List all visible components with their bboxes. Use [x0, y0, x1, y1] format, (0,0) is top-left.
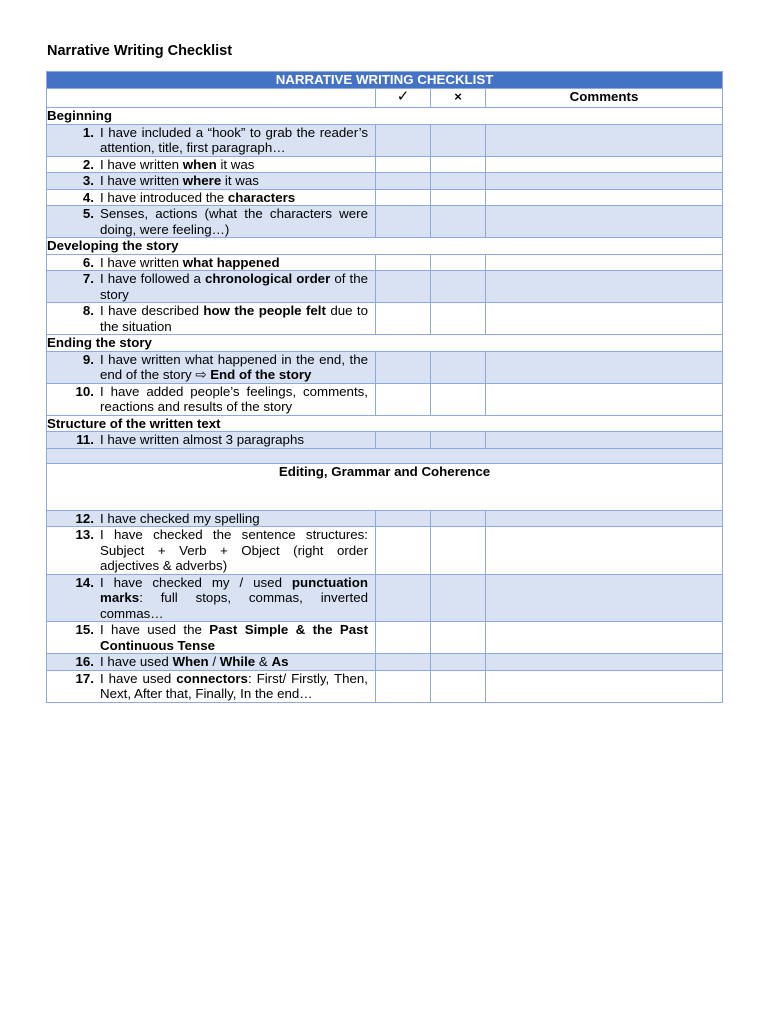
item-text-part: I have checked the sentence structures: Subject + Verb + Object (right order adjectives & adverbs)	[100, 527, 368, 573]
item-number: 12.	[75, 510, 94, 526]
checklist-item-row	[47, 206, 723, 238]
section-header-row	[47, 108, 723, 125]
item-number: 17.	[75, 670, 94, 686]
checklist-item-row	[47, 510, 723, 527]
item-text-part: I have written almost 3 paragraphs	[100, 432, 304, 447]
check-cell[interactable]	[376, 574, 431, 622]
item-text-part: I have written	[100, 156, 183, 172]
checklist-item-description	[47, 383, 376, 415]
check-cell[interactable]	[376, 271, 431, 303]
checklist-item-description	[47, 189, 376, 206]
cross-cell[interactable]	[431, 432, 486, 449]
cross-cell[interactable]	[431, 124, 486, 156]
check-header	[376, 89, 431, 108]
column-header-row	[47, 89, 723, 108]
item-number: 7.	[82, 271, 94, 286]
item-text	[100, 622, 368, 653]
item-number: 8.	[82, 303, 94, 318]
item-text	[100, 527, 368, 574]
checklist-item-row	[47, 271, 723, 303]
checklist-item-row	[47, 432, 723, 449]
item-text-part: I have followed a	[100, 271, 206, 286]
item-text	[100, 432, 368, 448]
cross-cell[interactable]	[431, 173, 486, 190]
comment-cell[interactable]	[486, 156, 723, 173]
item-text-part: I have used	[100, 670, 177, 686]
checklist-item-row	[47, 574, 723, 622]
header-blank	[47, 89, 376, 108]
checklist-item-row	[47, 303, 723, 335]
comment-cell[interactable]	[486, 173, 723, 190]
comment-cell[interactable]	[486, 654, 723, 671]
check-cell[interactable]	[376, 156, 431, 173]
section-header-row	[47, 415, 723, 432]
item-text-part: I have introduced the	[100, 189, 228, 205]
check-icon: ✓	[396, 88, 410, 105]
comment-cell[interactable]	[486, 432, 723, 449]
checklist-item-description	[47, 527, 376, 575]
comment-cell[interactable]	[486, 527, 723, 575]
cross-cell[interactable]	[431, 510, 486, 527]
item-text-part: I have written	[100, 173, 183, 188]
cross-cell[interactable]	[431, 271, 486, 303]
item-text	[100, 190, 368, 206]
section-title: Developing the story	[47, 238, 723, 255]
item-text-bold: connectors	[176, 670, 248, 686]
checklist-item-description	[47, 254, 376, 271]
section-title: Structure of the written text	[47, 415, 723, 432]
cross-cell[interactable]	[431, 156, 486, 173]
check-cell[interactable]	[376, 173, 431, 190]
check-cell[interactable]	[376, 124, 431, 156]
item-text-part: I have added people’s feelings, comments, reactions and results of the story	[100, 383, 368, 414]
cross-icon: ×	[454, 89, 462, 104]
item-text	[100, 303, 368, 334]
item-text-part: I have checked my / used	[100, 574, 292, 590]
checklist-item-row	[47, 124, 723, 156]
check-cell[interactable]	[376, 670, 431, 702]
check-cell[interactable]	[376, 654, 431, 671]
item-text	[100, 173, 368, 189]
item-number: 5.	[82, 206, 94, 221]
comment-cell[interactable]	[486, 124, 723, 156]
checklist-table	[46, 71, 723, 703]
comment-cell[interactable]	[486, 670, 723, 702]
item-text-bold: When	[172, 654, 209, 669]
item-number: 2.	[82, 156, 94, 172]
cross-cell[interactable]	[431, 303, 486, 335]
item-text-part: : full stops, commas, inverted commas…	[100, 590, 368, 621]
item-number: 13.	[75, 527, 94, 542]
cross-cell[interactable]	[431, 654, 486, 671]
checklist-item-row	[47, 670, 723, 702]
item-number: 15.	[75, 622, 94, 637]
item-text	[100, 271, 368, 302]
checklist-item-row	[47, 189, 723, 206]
editing-section-title: Editing, Grammar and Coherence	[47, 463, 723, 510]
item-text-bold: While	[219, 654, 256, 669]
checklist-item-description	[47, 510, 376, 527]
item-text	[100, 575, 368, 622]
item-text	[100, 352, 368, 383]
comment-cell[interactable]	[486, 622, 723, 654]
item-text-part: I have written what happened in the end, the end of the story ⇨	[100, 351, 368, 382]
item-text-part: : First/ Firstly, Then, Next, After that, Finally, In the end…	[100, 670, 368, 701]
item-text-part: I have checked my spelling	[100, 510, 260, 526]
comment-cell[interactable]	[486, 351, 723, 383]
checklist-item-description	[47, 654, 376, 671]
item-number: 10.	[75, 383, 94, 399]
item-number: 6.	[82, 254, 94, 270]
checklist-banner-row	[47, 72, 723, 89]
checklist-item-row	[47, 527, 723, 575]
cross-cell[interactable]	[431, 189, 486, 206]
page-title: Narrative Writing Checklist	[47, 43, 233, 59]
comment-cell[interactable]	[486, 510, 723, 527]
item-text	[100, 125, 368, 156]
item-text-part: I have included a “hook” to grab the reader’s attention, title, first paragraph…	[100, 124, 368, 155]
item-text	[100, 654, 368, 670]
check-cell[interactable]	[376, 383, 431, 415]
checklist-item-description	[47, 173, 376, 190]
checklist-item-description	[47, 206, 376, 238]
checklist-item-description	[47, 670, 376, 702]
cross-cell[interactable]	[431, 574, 486, 622]
check-cell[interactable]	[376, 622, 431, 654]
checklist-item-description	[47, 156, 376, 173]
section-header-row	[47, 335, 723, 352]
item-text-part: I have used the	[100, 622, 210, 637]
check-cell[interactable]	[376, 303, 431, 335]
item-text-bold: what happened	[182, 254, 280, 270]
checklist-item-row	[47, 622, 723, 654]
check-cell[interactable]	[376, 189, 431, 206]
item-number: 4.	[82, 189, 94, 205]
comment-cell[interactable]	[486, 271, 723, 303]
item-text-part: it was	[216, 156, 255, 172]
item-text	[100, 255, 368, 271]
checklist-item-description	[47, 303, 376, 335]
cross-cell[interactable]	[431, 670, 486, 702]
item-text-bold: punctuation marks	[100, 574, 368, 605]
item-text-part: of the story	[100, 271, 368, 302]
item-text-part: it was	[221, 173, 259, 188]
checklist-item-row	[47, 254, 723, 271]
item-text-bold: Past Simple & the Past Continuous Tense	[100, 622, 368, 653]
item-number: 14.	[75, 574, 94, 590]
checklist-item-row	[47, 156, 723, 173]
check-cell[interactable]	[376, 432, 431, 449]
checklist-item-row	[47, 173, 723, 190]
item-text-part: /	[208, 654, 220, 669]
item-text-bold: chronological order	[205, 271, 331, 286]
section-title: Beginning	[47, 108, 723, 125]
checklist-item-description	[47, 622, 376, 654]
item-text-bold: As	[271, 654, 289, 669]
item-text-part: due to the situation	[100, 303, 368, 334]
checklist-body	[47, 108, 723, 703]
checklist-item-description	[47, 432, 376, 449]
cross-cell[interactable]	[431, 351, 486, 383]
checklist-item-row	[47, 383, 723, 415]
cross-cell[interactable]	[431, 254, 486, 271]
comment-cell[interactable]	[486, 303, 723, 335]
item-text-part: I have written	[100, 254, 183, 270]
check-cell[interactable]	[376, 254, 431, 271]
item-text-part: I have described	[100, 303, 204, 318]
checklist-item-row	[47, 654, 723, 671]
editing-section-row	[47, 463, 723, 510]
spacer-cell	[47, 448, 723, 463]
comment-cell[interactable]	[486, 574, 723, 622]
comments-header: Comments	[486, 89, 723, 108]
checklist-item-row	[47, 351, 723, 383]
item-text	[100, 157, 368, 173]
item-text-bold: End of the story	[210, 367, 312, 382]
check-cell[interactable]	[376, 351, 431, 383]
comment-cell[interactable]	[486, 383, 723, 415]
item-number: 9.	[82, 351, 94, 367]
item-text-bold: when	[182, 156, 217, 172]
cross-cell[interactable]	[431, 383, 486, 415]
item-text-part: &	[255, 654, 272, 669]
item-text-bold: characters	[227, 189, 296, 205]
cross-cell[interactable]	[431, 206, 486, 238]
check-cell[interactable]	[376, 510, 431, 527]
item-text-bold: how the people felt	[203, 303, 326, 318]
section-title: Ending the story	[47, 335, 723, 352]
checklist-item-description	[47, 351, 376, 383]
checklist-item-description	[47, 124, 376, 156]
item-text	[100, 671, 368, 702]
checklist-banner: NARRATIVE WRITING CHECKLIST	[47, 72, 723, 89]
cross-header	[431, 89, 486, 108]
section-header-row	[47, 238, 723, 255]
item-text-part: I have used	[100, 654, 173, 669]
item-text-part: Senses, actions (what the characters were doing, were feeling…)	[100, 206, 368, 237]
spacer-row	[47, 448, 723, 463]
item-number: 11.	[76, 432, 94, 447]
cross-cell[interactable]	[431, 622, 486, 654]
check-cell[interactable]	[376, 527, 431, 575]
item-text	[100, 206, 368, 237]
comment-cell[interactable]	[486, 254, 723, 271]
item-text	[100, 511, 368, 527]
checklist-item-description	[47, 271, 376, 303]
comment-cell[interactable]	[486, 206, 723, 238]
item-number: 1.	[82, 124, 94, 140]
checklist-item-description	[47, 574, 376, 622]
item-number: 16.	[75, 654, 94, 669]
comment-cell[interactable]	[486, 189, 723, 206]
item-text	[100, 384, 368, 415]
item-text-bold: where	[182, 173, 222, 188]
cross-cell[interactable]	[431, 527, 486, 575]
check-cell[interactable]	[376, 206, 431, 238]
item-number: 3.	[82, 173, 94, 188]
